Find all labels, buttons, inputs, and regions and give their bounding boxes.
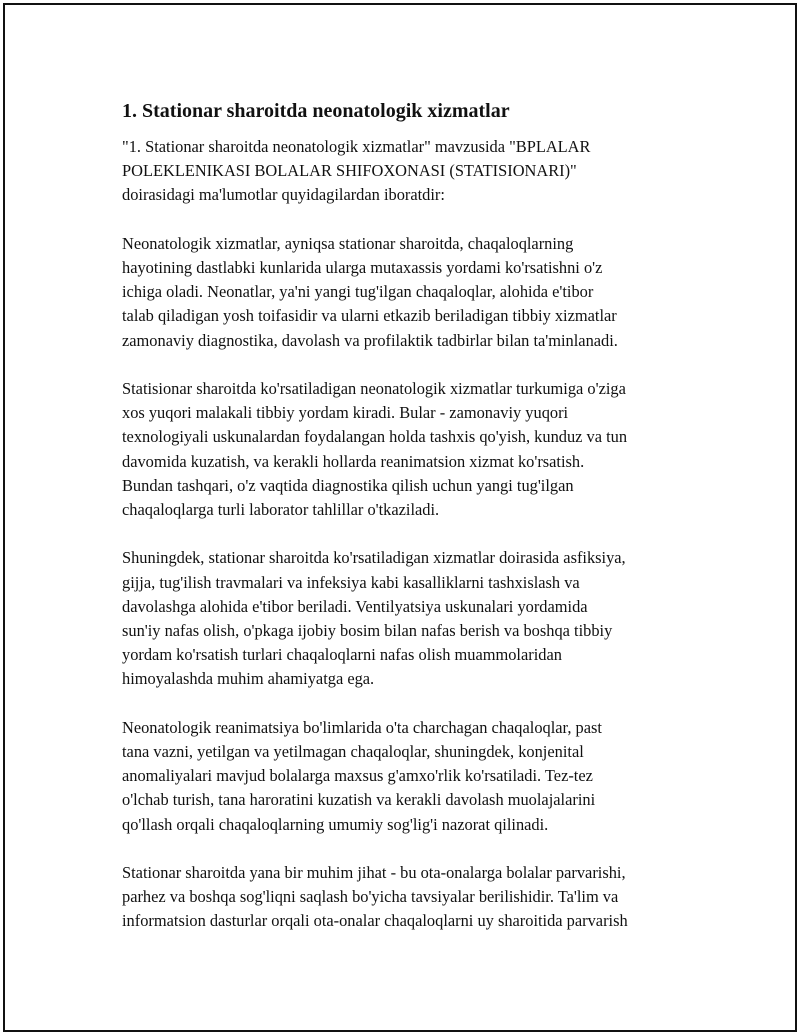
paragraph-reanimation xyxy=(122,716,697,837)
text-line: chaqaloqlarga turli laborator tahlillar o'tkaziladi. xyxy=(122,500,440,520)
text-line: texnologiyali uskunalardan foydalangan holda tashxis qo'yish, kunduz va tun xyxy=(122,427,628,447)
text-line: ichiga oladi. Neonatlar, ya'ni yangi tug'ilgan chaqaloqlar, alohida e'tibor xyxy=(122,282,594,302)
text-line: yordam ko'rsatish turlari chaqaloqlarni nafas olish muammolaridan xyxy=(122,645,562,665)
text-line: sun'iy nafas olish, o'pkaga ijobiy bosim bilan nafas berish va boshqa tibbiy xyxy=(122,621,613,641)
page-frame xyxy=(3,3,797,1032)
text-line: zamonaviy diagnostika, davolash va profilaktik tadbirlar bilan ta'minlanadi. xyxy=(122,330,618,350)
text-line: davomida kuzatish, va kerakli hollarda reanimatsion xizmat ko'rsatish. xyxy=(122,451,585,471)
text-line: "1. Stationar sharoitda neonatologik xizmatlar" mavzusida "BPLALAR xyxy=(122,137,591,156)
document-title: 1. Stationar sharoitda neonatologik xizmatlar xyxy=(122,100,510,122)
text-line: qo'llash orqali chaqaloqlarning umumiy sog'lig'i nazorat qilinadi. xyxy=(122,814,549,834)
text-line: Statisionar sharoitda ko'rsatiladigan neonatologik xizmatlar turkumiga o'ziga xyxy=(122,379,626,398)
text-line: anomaliyalari mavjud bolalarga maxsus g'amxo'rlik ko'rsatiladi. Tez-tez xyxy=(122,766,593,786)
text-line: hayotining dastlabki kunlarida ularga mutaxassis yordami ko'rsatishni o'z xyxy=(122,258,603,277)
text-line: davolashga alohida e'tibor beriladi. Ventilyatsiya uskunalari yordamida xyxy=(122,596,588,616)
text-line: doirasidagi ma'lumotlar quyidagilardan iboratdir: xyxy=(122,185,445,205)
paragraph-parent-guidance xyxy=(122,861,697,934)
text-line: tana vazni, yetilgan va yetilmagan chaqaloqlar, shuningdek, konjenital xyxy=(122,742,584,762)
text-line: informatsion dasturlar orqali ota-onalar chaqaloqlarni uy sharoitida parvarish xyxy=(122,911,628,931)
paragraph-diagnosis-treatment xyxy=(122,546,697,691)
text-line: talab qiladigan yosh toifasidir va ularni etkazib beriladigan tibbiy xizmatlar xyxy=(122,306,617,326)
text-line: Neonatologik xizmatlar, ayniqsa stationar sharoitda, chaqaloqlarning xyxy=(122,233,574,253)
text-line: himoyalashda muhim ahamiyatga ega. xyxy=(122,669,375,689)
paragraph-stationary-care xyxy=(122,377,697,522)
text-line: xos yuqori malakali tibbiy yordam kiradi. Bular - zamonaviy yuqori xyxy=(122,403,569,423)
text-line: Bundan tashqari, o'z vaqtida diagnostika qilish uchun yangi tug'ilgan xyxy=(122,475,574,495)
text-line: Stationar sharoitda yana bir muhim jihat - bu ota-onalarga bolalar parvarishi, xyxy=(122,863,626,883)
text-line: Neonatologik reanimatsiya bo'limlarida o'ta charchagan chaqaloqlar, past xyxy=(122,717,602,737)
text-line: Shuningdek, stationar sharoitda ko'rsatiladigan xizmatlar doirasida asfiksiya, xyxy=(122,548,626,568)
text-line: POLEKLENIKASI BOLALAR SHIFOXONASI (STATISIONARI)" xyxy=(122,161,577,181)
text-line: o'lchab turish, tana haroratini kuzatish va kerakli davolash muolajalarini xyxy=(122,790,596,810)
text-line: gijja, tug'ilish travmalari va infeksiya kabi kasalliklarni tashxislash va xyxy=(122,572,580,592)
paragraph-neonatal-services xyxy=(122,232,697,353)
text-line: parhez va boshqa sog'liqni saqlash bo'yicha tavsiyalar berilishidir. Ta'lim va xyxy=(122,887,619,907)
paragraph-intro xyxy=(122,135,697,208)
document-body xyxy=(122,97,697,934)
